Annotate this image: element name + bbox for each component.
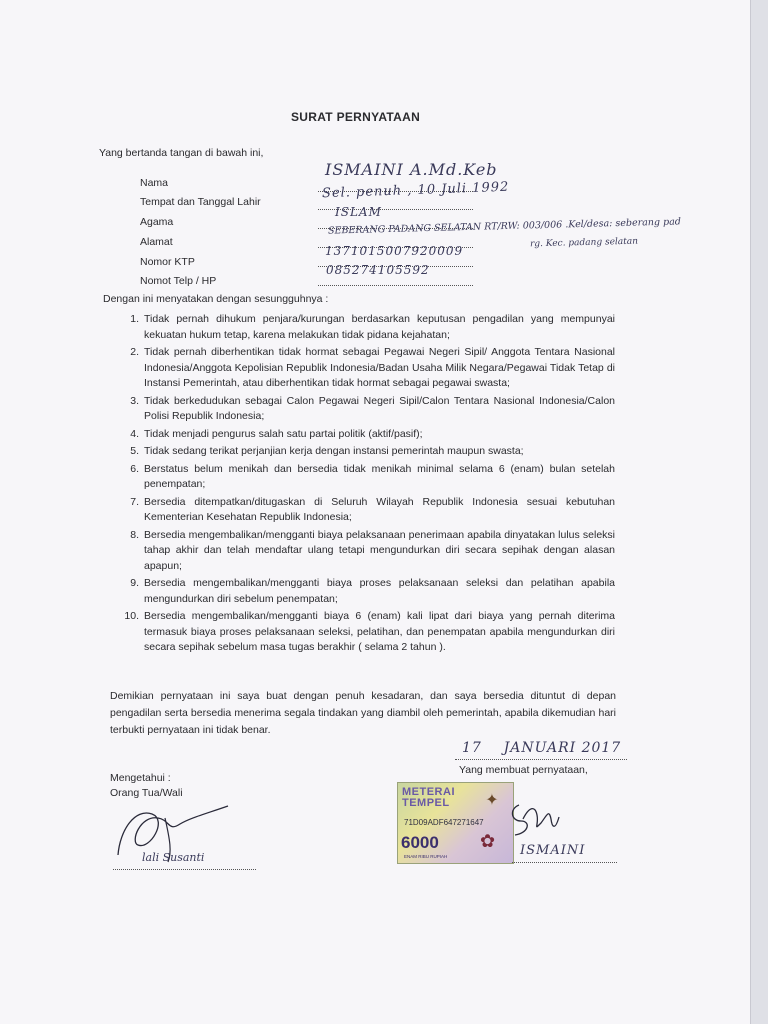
field-label-telp: Nomot Telp / HP bbox=[140, 275, 217, 287]
list-item: 5. Tidak sedang terikat perjanjian kerja dengan instansi pemerintah maupun swasta; bbox=[130, 445, 524, 457]
field-value-alamat-line2: rg. Kec. padang selatan bbox=[529, 236, 639, 250]
field-label-agama: Agama bbox=[140, 216, 174, 228]
field-value-alamat: SEBERANG PADANG SELATAN RT/RW: 003/006 .Kel/desa: seberang pad bbox=[327, 216, 682, 237]
witness-caption: Mengetahui : bbox=[110, 772, 171, 784]
list-item: 3. Tidak berkedudukan sebagai Calon Pegawai Negeri Sipil/Calon Tentara Nasional Indonesia/Calon Polisi Republik Indonesia; bbox=[130, 394, 615, 422]
list-item: 7. Bersedia ditempatkan/ditugaskan di Seluruh Wilayah Republik Indonesia sesuai kebutuhan Kementerian Kesehatan Republik Indonesia; bbox=[130, 495, 615, 523]
list-item: 9. Bersedia mengembalikan/mengganti biaya proses pelaksanaan seleksi dan pelatihan apabila mengundurkan diri sebelum penempatan; bbox=[130, 577, 615, 605]
flower-icon: ✿ bbox=[480, 831, 496, 851]
closing-paragraph: Demikian pernyataan ini saya buat dengan penuh kesadaran, dan saya bersedia dituntut di depan pengadilan serta bersedia menerima segala tindakan yang diambil oleh pemerintah, apabila dikemudian hari terbukti pernyataan ini tidak benar. bbox=[110, 690, 616, 736]
garuda-emblem-icon: ✦ bbox=[485, 792, 499, 809]
list-item: 8. Bersedia mengembalikan/mengganti biaya pelaksanaan penerimaan apabila dinyatakan lulus seleksi tahap akhir dan telah mendaftar ulang tetapi mengundurkan diri secara sepihak dengan alasan apapun; bbox=[130, 528, 615, 572]
stamp-code: 71D09ADF647271647 bbox=[404, 818, 484, 827]
declaration-intro: Dengan ini menyatakan dengan sesungguhnya : bbox=[103, 293, 329, 305]
stamp-line1: METERAI bbox=[402, 786, 455, 798]
field-value-ttl: Sel. penuh , 10 Juli 1992 bbox=[321, 179, 510, 202]
intro-text: Yang bertanda tangan di bawah ini, bbox=[99, 147, 264, 159]
witness-name: lali Susanti bbox=[142, 851, 205, 864]
document-title: SURAT PERNYATAAN bbox=[291, 110, 421, 124]
field-dots-telp bbox=[318, 285, 473, 286]
list-item: 4. Tidak menjadi pengurus salah satu partai politik (aktif/pasif); bbox=[130, 427, 423, 440]
witness-role: Orang Tua/Wali bbox=[110, 787, 183, 799]
list-item: 10. Bersedia mengembalikan/mengganti biaya 6 (enam) kali lipat dari biaya yang pernah diterima termasuk biaya proses pelaksanaan seleksi, pelatihan, dan penempatan apabila mengundurkan diri secara sepihak sebelum masa tugas berakhir ( selama 2 tahun ). bbox=[124, 610, 615, 653]
field-value-telp: 085274105592 bbox=[326, 263, 430, 277]
revenue-stamp bbox=[397, 782, 514, 864]
list-item: 6. Berstatus belum menikah dan bersedia tidak menikah minimal selama 6 (enam) bulan setelah penempatan; bbox=[130, 462, 615, 490]
field-value-ktp: 1371015007920009 bbox=[325, 244, 464, 258]
field-label-ttl: Tempat dan Tanggal Lahir bbox=[140, 196, 261, 208]
field-label-alamat: Alamat bbox=[140, 236, 173, 248]
witness-dots bbox=[113, 869, 256, 870]
stamp-line2: TEMPEL bbox=[402, 797, 450, 809]
list-item: 1. Tidak pernah dihukum penjara/kurungan berdasarkan keputusan pengadilan yang mempunyai kekuatan hukum tetap, karena melakukan tidak pidana kejahatan; bbox=[130, 313, 615, 341]
field-value-agama: ISLAM bbox=[335, 205, 382, 219]
date-dots bbox=[455, 759, 627, 760]
field-label-ktp: Nomor KTP bbox=[140, 256, 195, 268]
field-label-nama: Nama bbox=[140, 177, 169, 189]
field-value-nama: ISMAINI A.Md.Keb bbox=[325, 160, 498, 179]
signer-name: ISMAINI bbox=[520, 843, 586, 858]
signer-dots bbox=[512, 862, 617, 863]
list-item: 2. Tidak pernah diberhentikan tidak hormat sebagai Pegawai Negeri Sipil/ Anggota Tentara Nasional Indonesia/Anggota Kepolisian Republik Indonesia/Badan Usaha Milik Negara/Pegawai Tidak Tetap di Instansi Pemerintah, atau diberhentikan tidak hormat sebagai pegawai swasta; bbox=[130, 346, 615, 389]
declaration-list bbox=[115, 312, 615, 658]
signer-caption: Yang membuat pernyataan, bbox=[459, 764, 588, 776]
stamp-value-words: ENAM RIBU RUPIAH bbox=[404, 854, 448, 859]
signer-signature bbox=[505, 795, 565, 845]
signing-date: 17 JANUARI 2017 bbox=[462, 740, 622, 756]
scan-edge bbox=[750, 0, 768, 1024]
stamp-value: 6000 bbox=[401, 833, 439, 852]
